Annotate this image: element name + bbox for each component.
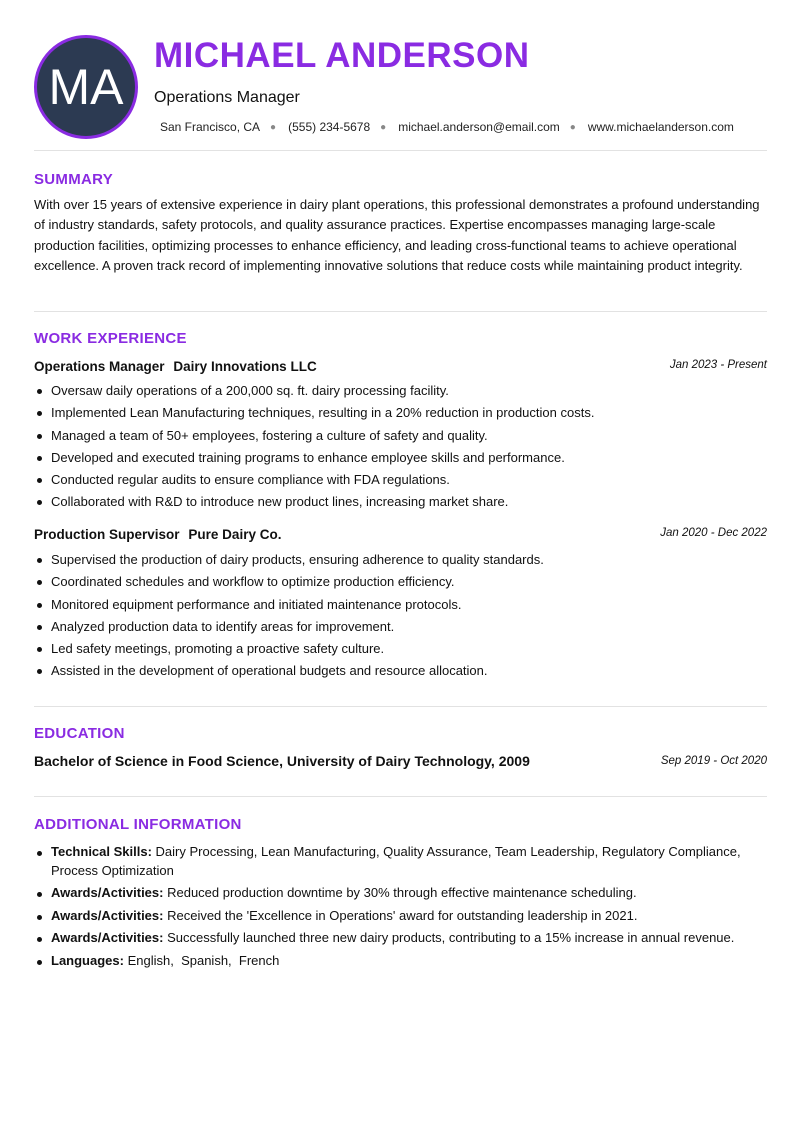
avatar-initials: MA	[48, 59, 124, 115]
avatar	[34, 35, 138, 139]
job-role: Operations Manager	[34, 359, 165, 374]
section-divider	[34, 706, 767, 707]
separator-dot-icon: ●	[380, 121, 387, 133]
item-label: Awards/Activities:	[51, 907, 164, 923]
separator-dot-icon: ●	[270, 121, 277, 133]
job-title: Operations Manager	[154, 89, 300, 106]
list-item: Implemented Lean Manufacturing techniques, resulting in a 20% reduction in production costs.	[34, 402, 767, 424]
list-item: Oversaw daily operations of a 200,000 sq. ft. dairy processing facility.	[34, 380, 767, 402]
section-divider	[34, 796, 767, 797]
contact-bar	[160, 120, 734, 134]
additional-info-list	[34, 842, 767, 973]
list-item: Conducted regular audits to ensure compliance with FDA regulations.	[34, 469, 767, 491]
item-label: Awards/Activities:	[51, 929, 164, 945]
item-label: Awards/Activities:	[51, 885, 164, 901]
list-item: Led safety meetings, promoting a proactive safety culture.	[34, 638, 767, 660]
education-heading: EDUCATION	[34, 725, 125, 742]
education-entry	[34, 753, 767, 771]
list-item	[34, 906, 767, 925]
additional-info-heading: ADDITIONAL INFORMATION	[34, 816, 242, 833]
section-divider	[34, 150, 767, 151]
list-item: Assisted in the development of operational budgets and resource allocation.	[34, 660, 767, 682]
contact-website[interactable]: www.michaelanderson.com	[587, 120, 734, 134]
section-divider	[34, 311, 767, 312]
contact-email[interactable]: michael.anderson@email.com	[398, 120, 560, 134]
item-text: English, Spanish, French	[127, 952, 280, 968]
job-bullets	[34, 549, 767, 683]
item-text: Received the 'Excellence in Operations' award for outstanding leadership in 2021.	[167, 907, 638, 923]
job-header	[34, 526, 767, 544]
job-dates: Jan 2023 - Present	[669, 359, 767, 371]
list-item: Developed and executed training programs to enhance employee skills and performance.	[34, 447, 767, 469]
job-company: Dairy Innovations LLC	[173, 359, 317, 374]
item-text: Reduced production downtime by 30% through effective maintenance scheduling.	[167, 885, 637, 901]
list-item: Monitored equipment performance and initiated maintenance protocols.	[34, 594, 767, 616]
contact-location: San Francisco, CA	[160, 120, 261, 134]
summary-heading: SUMMARY	[34, 171, 114, 188]
list-item: Coordinated schedules and workflow to optimize production efficiency.	[34, 571, 767, 593]
work-experience-heading: WORK EXPERIENCE	[34, 330, 187, 347]
job-header	[34, 358, 767, 376]
summary-text: With over 15 years of extensive experience in dairy plant operations, this professional demonstrates a profound understanding of industry standards, safety protocols, and quality assurance practices. Expertise encompasses managing large-scale production facilities, optimizing processes to enhance efficiency, and leading cross-functional teams to achieve operational excellence. A proven track record of implementing innovative solutions that reduce costs while maintaining product integrity.	[34, 197, 760, 273]
list-item: Managed a team of 50+ employees, fostering a culture of safety and quality.	[34, 425, 767, 447]
item-text: Successfully launched three new dairy products, contributing to a 15% increase in annual revenue.	[167, 929, 735, 945]
education-dates: Sep 2019 - Oct 2020	[660, 755, 767, 767]
list-item	[34, 842, 767, 880]
item-label: Technical Skills:	[51, 844, 152, 859]
list-item	[34, 883, 767, 902]
list-item	[34, 951, 767, 970]
contact-phone[interactable]: (555) 234-5678	[288, 120, 371, 134]
separator-dot-icon: ●	[569, 121, 576, 133]
education-degree: Bachelor of Science in Food Science, University of Dairy Technology, 2009	[34, 753, 530, 769]
candidate-name: MICHAEL ANDERSON	[154, 36, 530, 75]
item-label: Languages:	[51, 952, 124, 968]
job-bullets	[34, 380, 767, 514]
list-item: Supervised the production of dairy products, ensuring adherence to quality standards.	[34, 549, 767, 571]
list-item: Collaborated with R&D to introduce new product lines, increasing market share.	[34, 491, 767, 513]
job-dates: Jan 2020 - Dec 2022	[660, 527, 767, 539]
job-company: Pure Dairy Co.	[188, 527, 282, 542]
list-item	[34, 928, 767, 947]
item-text: Dairy Processing, Lean Manufacturing, Quality Assurance, Team Leadership, Regulatory Compliance, Process Optimization	[51, 844, 741, 878]
list-item: Analyzed production data to identify areas for improvement.	[34, 616, 767, 638]
job-role: Production Supervisor	[34, 527, 180, 542]
